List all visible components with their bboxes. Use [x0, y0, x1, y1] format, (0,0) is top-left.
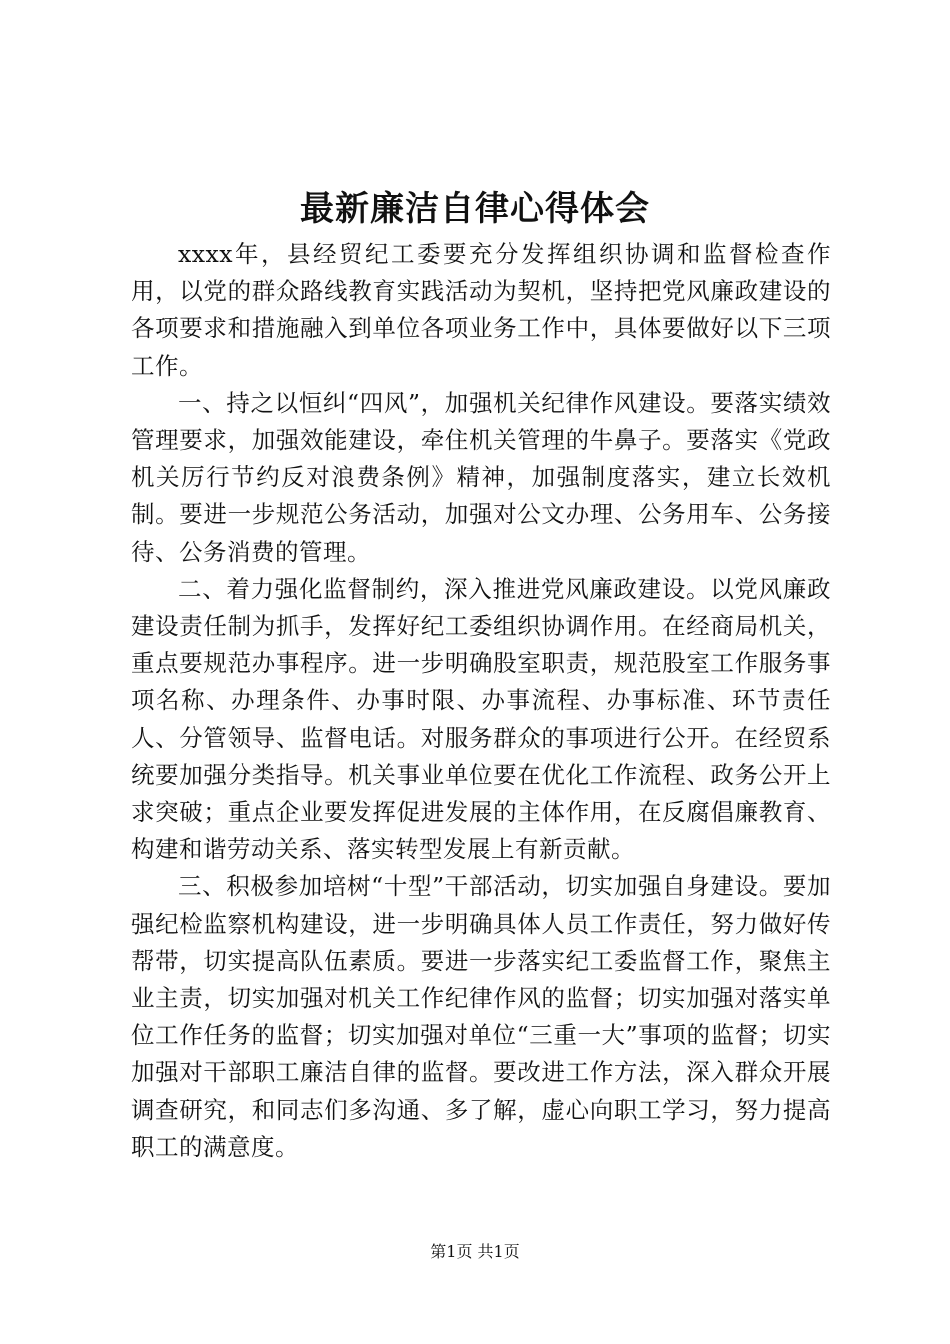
section-three-paragraph: 三、积极参加培树“十型”干部活动，切实加强自身建设。要加强纪检监察机构建设，进一步明确具体人员工作责任，努力做好传帮带，切实提高队伍素质。要进一步落实纪工委监督工作，聚焦主业主责，切实加强对机关工作纪律作风的监督；切实加强对落实单位工作任务的监督；切实加强对单位“三重一大”事项的监督；切实加强对干部职工廉洁自律的监督。要改进工作方法，深入群众开展调查研究，和同志们多沟通、多了解，虚心向职工学习，努力提高职工的满意度。	[131, 872, 831, 1161]
section-one-paragraph: 一、持之以恒纠“四风”，加强机关纪律作风建设。要落实绩效管理要求，加强效能建设，牵住机关管理的牛鼻子。要落实《党政机关厉行节约反对浪费条例》精神，加强制度落实，建立长效机制。要进一步规范公务活动，加强对公文办理、公务用车、公务接待、公务消费的管理。	[131, 388, 831, 566]
intro-paragraph: xxxx年，县经贸纪工委要充分发挥组织协调和监督检查作用，以党的群众路线教育实践活动为契机，坚持把党风廉政建设的各项要求和措施融入到单位各项业务工作中，具体要做好以下三项工作。	[131, 240, 831, 380]
section-two-paragraph: 二、着力强化监督制约，深入推进党风廉政建设。以党风廉政建设责任制为抓手，发挥好纪工委组织协调作用。在经商局机关，重点要规范办事程序。进一步明确股室职责，规范股室工作服务事项名称、办理条件、办事时限、办事流程、办事标准、环节责任人、分管领导、监督电话。对服务群众的事项进行公开。在经贸系统要加强分类指导。机关事业单位要在优化工作流程、政务公开上求突破；重点企业要发挥促进发展的主体作用，在反腐倡廉教育、构建和谐劳动关系、落实转型发展上有新贡献。	[131, 574, 831, 864]
document-title: 最新廉洁自律心得体会	[300, 189, 650, 229]
page-footer: 第1页 共1页	[430, 1242, 520, 1261]
document-body	[131, 236, 831, 1166]
